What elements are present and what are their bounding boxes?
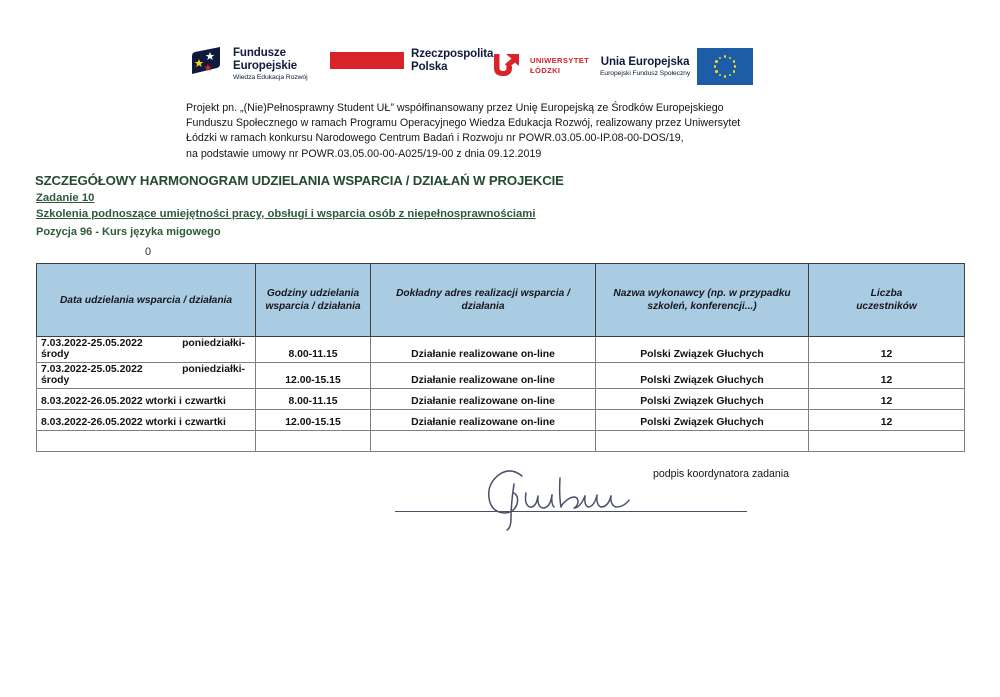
column-header-hours: [256, 264, 371, 337]
eu-flag-star-icon: [729, 57, 732, 60]
poland-line2: Polska: [411, 60, 448, 73]
cell-provider: Polski Związek Głuchych: [596, 410, 809, 431]
eu-flag-star-icon: [734, 65, 737, 68]
cell-date: [37, 410, 256, 431]
eu-flag-icon: [697, 48, 753, 85]
column-header-provider-line2: szkoleń, konferencji...): [647, 301, 757, 312]
cell-date-range: 7.03.2022-25.05.2022: [41, 364, 143, 375]
cell-hours: 12.00-15.15: [256, 363, 371, 389]
cell-address: Działanie realizowane on-line: [371, 363, 596, 389]
column-header-address-line1: Dokładny adres realizacji wsparcia /: [396, 288, 570, 299]
cell-date-days-line1: poniedziałki-: [182, 364, 245, 375]
column-header-hours-line2: wsparcia / działania: [265, 301, 361, 312]
cell-hours: [256, 431, 371, 452]
cell-provider: Polski Związek Głuchych: [596, 363, 809, 389]
column-header-address-line2: działania: [461, 301, 505, 312]
eu-funds-logo-text: [233, 47, 308, 81]
eu-flag-star-icon: [724, 75, 727, 78]
eu-flag-star-icon: [724, 55, 727, 58]
eu-funds-line1: Fundusze: [233, 46, 286, 59]
european-union-logo: [600, 48, 753, 85]
table-row: [37, 337, 965, 363]
cell-address: [371, 431, 596, 452]
eu-funds-line2: Europejskie: [233, 59, 298, 72]
cell-address: Działanie realizowane on-line: [371, 337, 596, 363]
project-description-line-2: Funduszu Społecznego w ramach Programu Operacyjnego Wiedza Edukacja Rozwój, realizowany przez Uniwersytet: [186, 117, 741, 130]
poland-line1: Rzeczpospolita: [411, 48, 494, 60]
eu-flag-star-icon: [715, 70, 718, 73]
cell-hours: 8.00-11.15: [256, 389, 371, 410]
column-header-date-text: Data udzielania wsparcia / działania: [59, 294, 233, 306]
cell-participants: 12: [809, 389, 965, 410]
cell-participants: [809, 431, 965, 452]
republic-of-poland-logo: [330, 48, 493, 74]
eu-flag-star-icon: [719, 57, 722, 60]
cell-participants: 12: [809, 363, 965, 389]
cell-address: Działanie realizowane on-line: [371, 389, 596, 410]
cell-date: [37, 389, 256, 410]
cell-date: [37, 363, 256, 389]
cell-date-days-line2: środy: [41, 349, 70, 360]
republic-of-poland-logo-text: [411, 48, 493, 74]
table-head: [37, 264, 965, 337]
column-header-hours-line1: Godziny udzielania: [266, 288, 360, 299]
table-body: [37, 337, 965, 452]
cell-provider: Polski Związek Głuchych: [596, 337, 809, 363]
university-of-lodz-logo: [491, 52, 589, 79]
cell-date-text: 8.03.2022-26.05.2022 wtorki i czwartki: [41, 396, 226, 407]
cell-participants: 12: [809, 410, 965, 431]
university-of-lodz-mark-icon: [491, 52, 523, 79]
university-of-lodz-logo-text: [530, 56, 589, 74]
schedule-table: [36, 263, 965, 452]
project-description: [186, 101, 786, 162]
table-row: [37, 363, 965, 389]
stray-marker: 0: [145, 246, 152, 258]
eu-funds-line3: Wiedza Edukacja Rozwój: [233, 73, 308, 81]
eu-flag-star-icon: [714, 65, 717, 68]
cell-date-range: 7.03.2022-25.05.2022: [41, 338, 143, 349]
cell-date: [37, 337, 256, 363]
column-header-date: [37, 264, 256, 337]
eu-flag-star-icon: [733, 70, 736, 73]
project-description-line-3: Łódzki w ramach konkursu Narodowego Centrum Badań i Rozwoju nr POWR.03.05.00-IP.08-00-DOS/19,: [186, 132, 684, 145]
project-description-line-4: na podstawie umowy nr POWR.03.05.00-00-A025/19-00 z dnia 09.12.2019: [186, 147, 542, 160]
cell-address: Działanie realizowane on-line: [371, 410, 596, 431]
column-header-participants-line2: uczestników: [856, 301, 917, 312]
cell-date-days-line1: poniedziałki-: [182, 338, 245, 349]
task-name-label: Szkolenia podnoszące umiejętności pracy, obsługi i wsparcia osób z niepełnosprawnościami: [36, 208, 536, 220]
logo-bar: [0, 18, 1000, 80]
eu-flag-star-icon: [719, 74, 722, 77]
signature-caption: podpis koordynatora zadania: [653, 468, 790, 480]
cell-hours: 12.00-15.15: [256, 410, 371, 431]
cell-provider: [596, 431, 809, 452]
cell-date-days-line2: środy: [41, 375, 70, 386]
column-header-participants-line1: Liczba: [870, 288, 903, 299]
cell-participants: 12: [809, 337, 965, 363]
column-header-participants: [809, 264, 965, 337]
eu-funds-logo: [186, 44, 308, 84]
position-label: Pozycja 96 - Kurs języka migowego: [36, 226, 221, 238]
schedule-table-wrapper: [36, 263, 964, 452]
cell-date-text: 8.03.2022-26.05.2022 wtorki i czwartki: [41, 417, 226, 428]
table-header-row: [37, 264, 965, 337]
task-id-label: Zadanie 10: [36, 192, 95, 204]
eu-flag-star-icon: [715, 60, 718, 63]
table-row-empty: [37, 431, 965, 452]
cell-provider: Polski Związek Głuchych: [596, 389, 809, 410]
table-row: [37, 389, 965, 410]
table-row: [37, 410, 965, 431]
project-description-line-1: Projekt pn. „(Nie)Pełnosprawny Student UŁ” współfinansowany przez Unię Europejską ze Środków Europejskiego: [186, 102, 724, 114]
column-header-address: [371, 264, 596, 337]
page-title: SZCZEGÓŁOWY HARMONOGRAM UDZIELANIA WSPARCIA / DZIAŁAŃ W PROJEKCIE: [35, 173, 564, 188]
eu-funds-emblem-icon: [186, 44, 226, 84]
coordinator-signature-mark: [480, 462, 700, 532]
polish-flag-icon: [330, 52, 404, 69]
column-header-provider: [596, 264, 809, 337]
eu-flag-star-icon: [733, 60, 736, 63]
cell-date: [37, 431, 256, 452]
ul-line2: ŁÓDZKI: [530, 65, 561, 75]
eu-flag-star-icon: [729, 74, 732, 77]
ul-line1: UNIWERSYTET: [530, 56, 590, 66]
eu-line3: Europejski Fundusz Społeczny: [600, 69, 691, 77]
cell-hours: 8.00-11.15: [256, 337, 371, 363]
column-header-provider-line1: Nazwa wykonawcy (np. w przypadku: [613, 288, 791, 299]
eu-line1: Unia Europejska: [600, 55, 690, 68]
european-union-logo-text: [600, 56, 690, 77]
